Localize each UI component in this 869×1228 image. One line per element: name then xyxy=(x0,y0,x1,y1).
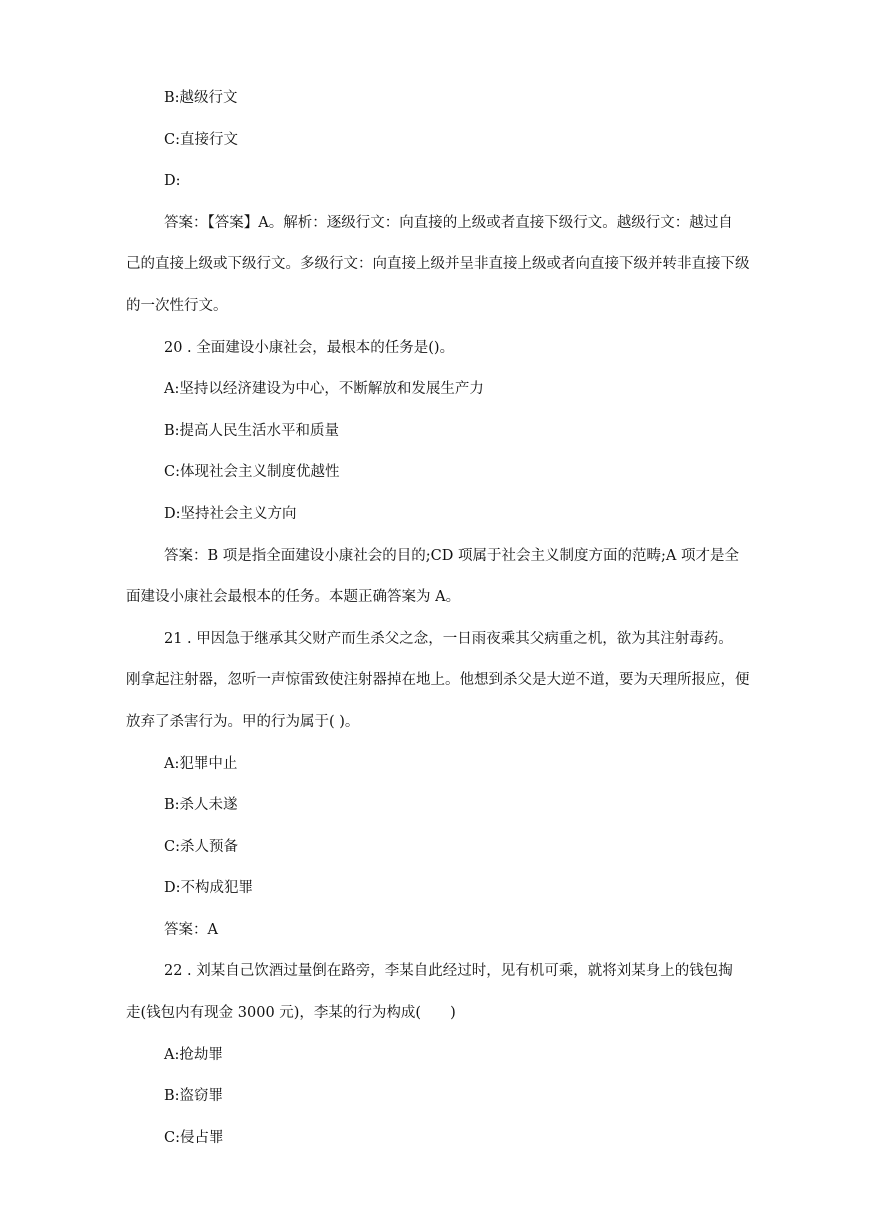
answer-20 xyxy=(126,546,765,608)
option-a-22: A:抢劫罪 xyxy=(164,1046,223,1063)
option-b-22: B:盗窃罪 xyxy=(164,1088,224,1105)
option-c-21: C:杀人预备 xyxy=(164,838,238,855)
answer-20-line-1: 答案：B 项是指全面建设小康社会的目的;CD 项属于社会主义制度方面的范畴;A 项才是全 xyxy=(164,547,739,564)
option-b-1: B:越级行文 xyxy=(164,90,238,106)
option-b-20: B:提高人民生活水平和质量 xyxy=(164,422,340,439)
answer-19-line-3: 的一次性行文。 xyxy=(126,297,228,314)
option-a-21: A:犯罪中止 xyxy=(164,755,238,772)
question-20: 20 . 全面建设小康社会，最根本的任务是()。 xyxy=(164,339,455,356)
option-c-20: C:体现社会主义制度优越性 xyxy=(164,464,340,481)
question-22-line-2: 走(钱包内有现金 3000 元)，李某的行为构成( ) xyxy=(126,1005,456,1022)
answer-19-line-1: 答案：【答案】A。解析：逐级行文：向直接的上级或者直接下级行文。越级行文：越过自 xyxy=(164,214,733,231)
option-c-1: C:直接行文 xyxy=(164,131,238,148)
question-21-line-2: 刚拿起注射器，忽听一声惊雷致使注射器掉在地上。他想到杀父是大逆不道，要为天理所报应，便 xyxy=(126,672,750,689)
question-22-line-1: 22 . 刘某自己饮酒过量倒在路旁，李某自此经过时，见有机可乘，就将刘某身上的钱包掏 xyxy=(164,963,733,980)
question-22 xyxy=(126,961,765,1023)
question-21 xyxy=(126,629,765,732)
option-d-1: D: xyxy=(164,173,181,190)
answer-19-line-2: 己的直接上级或下级行文。多级行文：向直接上级并呈非直接上级或者向直接下级并转非直接下级 xyxy=(126,256,750,273)
option-b-21: B:杀人未遂 xyxy=(164,797,238,814)
option-d-20: D:坚持社会主义方向 xyxy=(164,505,297,522)
question-21-line-3: 放弃了杀害行为。甲的行为属于( )。 xyxy=(126,713,360,730)
question-21-line-1: 21 . 甲因急于继承其父财产而生杀父之念，一日雨夜乘其父病重之机，欲为其注射毒药。 xyxy=(164,630,733,647)
option-a-20: A:坚持以经济建设为中心，不断解放和发展生产力 xyxy=(164,381,484,398)
answer-19 xyxy=(126,213,765,316)
option-d-21: D:不构成犯罪 xyxy=(164,880,254,897)
answer-21: 答案：A xyxy=(164,921,218,938)
answer-20-line-2: 面建设小康社会最根本的任务。本题正确答案为 A。 xyxy=(126,589,461,606)
option-c-22: C:侵占罪 xyxy=(164,1129,224,1146)
